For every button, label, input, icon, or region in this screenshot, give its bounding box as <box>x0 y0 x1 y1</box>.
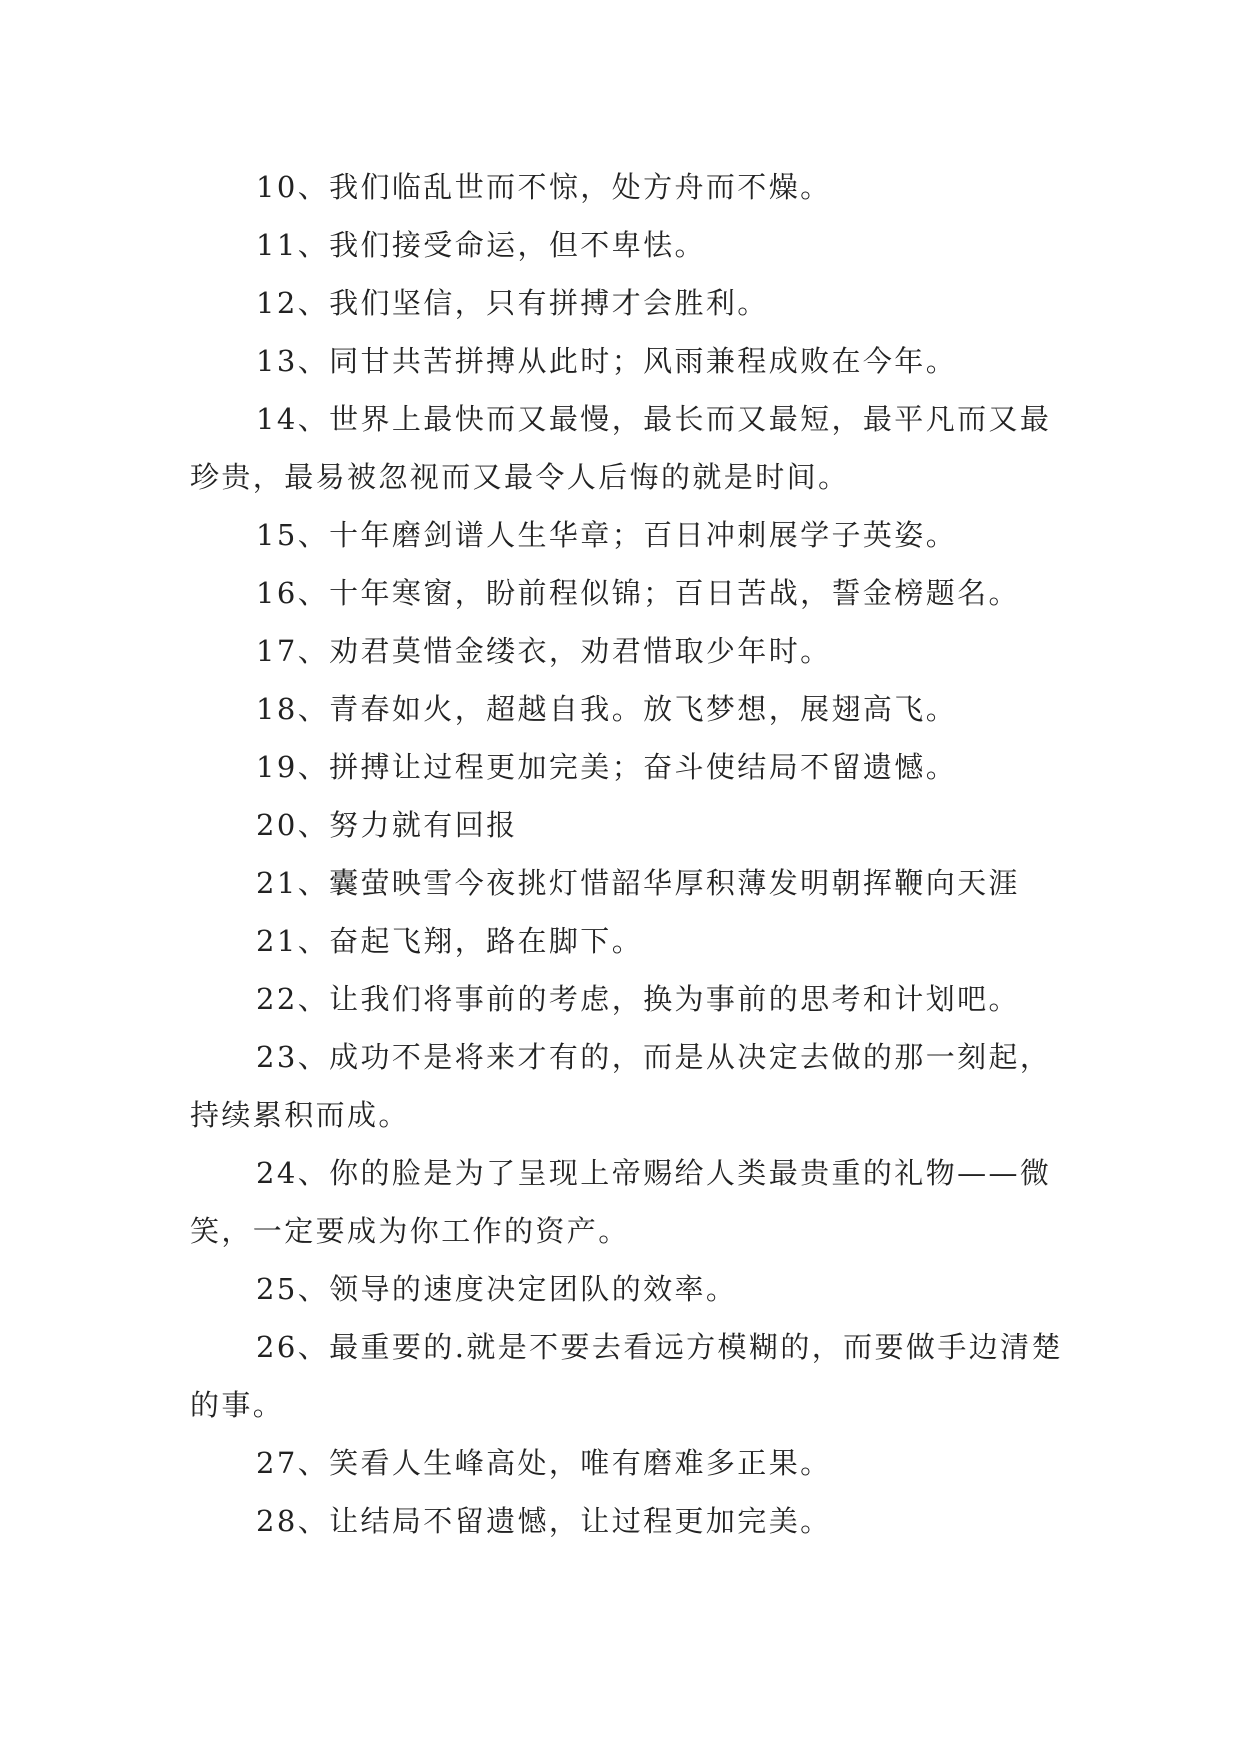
paragraph-18: 18、青春如火，超越自我。放飞梦想，展翅高飞。 <box>256 692 958 726</box>
paragraph-25: 25、领导的速度决定团队的效率。 <box>256 1272 738 1306</box>
paragraph-19: 19、拼搏让过程更加完美；奋斗使结局不留遗憾。 <box>256 750 958 784</box>
paragraph-10: 10、我们临乱世而不惊，处方舟而不燥。 <box>256 170 832 204</box>
paragraph-23: 23、成功不是将来才有的，而是从决定去做的那一刻起，持续累积而成。 <box>190 1040 1052 1132</box>
paragraph-21a: 21、囊萤映雪今夜挑灯惜韶华厚积薄发明朝挥鞭向天涯 <box>256 866 1020 900</box>
paragraph-26: 26、最重要的.就是不要去看远方模糊的，而要做手边清楚的事。 <box>190 1330 1063 1422</box>
paragraph-21b: 21、奋起飞翔，路在脚下。 <box>256 924 644 958</box>
paragraph-28: 28、让结局不留遗憾，让过程更加完美。 <box>256 1504 832 1538</box>
paragraph-22: 22、让我们将事前的考虑，换为事前的思考和计划吧。 <box>256 982 1020 1016</box>
paragraph-15: 15、十年磨剑谱人生华章；百日冲刺展学子英姿。 <box>256 518 958 552</box>
paragraph-17: 17、劝君莫惜金缕衣，劝君惜取少年时。 <box>256 634 832 668</box>
paragraph-16: 16、十年寒窗，盼前程似锦；百日苦战，誓金榜题名。 <box>256 576 1020 610</box>
paragraph-11: 11、我们接受命运，但不卑怯。 <box>256 228 706 262</box>
document-body <box>190 158 1070 1550</box>
paragraph-24: 24、你的脸是为了呈现上帝赐给人类最贵重的礼物——微笑，一定要成为你工作的资产。 <box>190 1156 1052 1248</box>
paragraph-27: 27、笑看人生峰高处，唯有磨难多正果。 <box>256 1446 832 1480</box>
paragraph-20: 20、努力就有回报 <box>256 808 518 842</box>
paragraph-13: 13、同甘共苦拼搏从此时；风雨兼程成败在今年。 <box>256 344 958 378</box>
paragraph-14: 14、世界上最快而又最慢，最长而又最短，最平凡而又最珍贵，最易被忽视而又最令人后悔的就是时间。 <box>190 402 1052 494</box>
paragraph-12: 12、我们坚信，只有拼搏才会胜利。 <box>256 286 769 320</box>
